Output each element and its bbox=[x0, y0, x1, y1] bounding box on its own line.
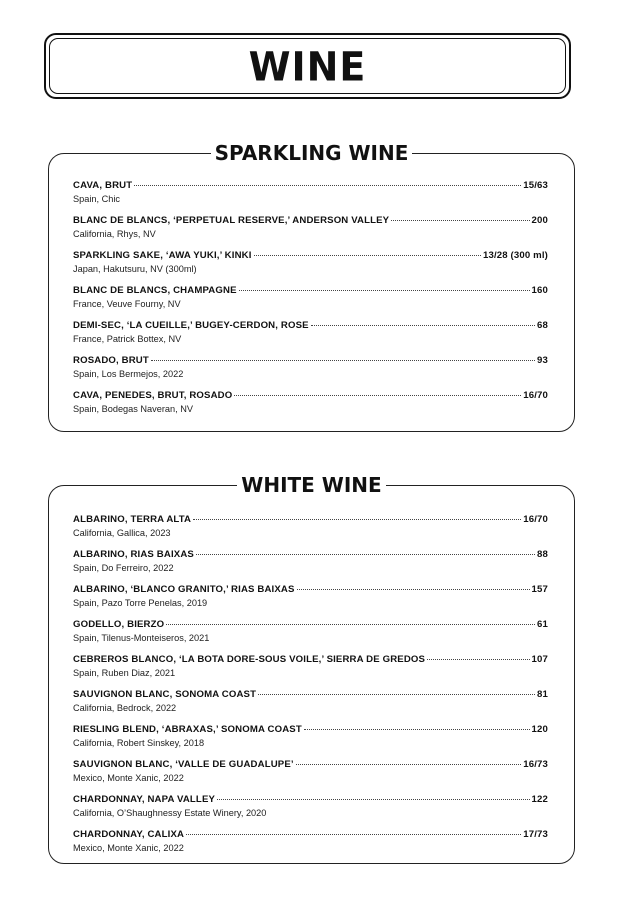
dot-leader bbox=[239, 290, 530, 291]
dot-leader bbox=[304, 729, 530, 730]
wine-name: ALBARINO, RIAS BAIXAS bbox=[73, 549, 194, 560]
wine-item-line bbox=[73, 829, 548, 841]
wine-name: CAVA, BRUT bbox=[73, 180, 133, 191]
wine-price: 200 bbox=[531, 215, 548, 226]
wine-item-line bbox=[73, 514, 548, 526]
wine-name: SPARKLING SAKE, ‘AWA YUKI,’ KINKI bbox=[73, 250, 252, 261]
wine-name: SAUVIGNON BLANC, SONOMA COAST bbox=[73, 689, 257, 700]
wine-price: 160 bbox=[531, 285, 548, 296]
section-heading-wrap bbox=[49, 472, 574, 498]
wine-details: California, Bedrock, 2022 bbox=[73, 703, 177, 713]
dot-leader bbox=[391, 220, 529, 221]
wine-item-line bbox=[73, 724, 548, 736]
wine-details: Spain, Chic bbox=[73, 194, 120, 204]
wine-name: ALBARINO, TERRA ALTA bbox=[73, 514, 192, 525]
dot-leader bbox=[296, 764, 522, 765]
wine-item bbox=[73, 355, 548, 380]
item-list bbox=[73, 514, 548, 864]
wine-price: 81 bbox=[537, 689, 548, 700]
wine-price: 88 bbox=[537, 549, 548, 560]
menu-title: WINE bbox=[248, 43, 367, 91]
wine-details: France, Patrick Bottex, NV bbox=[73, 334, 182, 344]
wine-price: 120 bbox=[531, 724, 548, 735]
wine-item bbox=[73, 689, 548, 714]
wine-item bbox=[73, 724, 548, 749]
item-list bbox=[73, 180, 548, 425]
wine-item bbox=[73, 215, 548, 240]
wine-details: Spain, Pazo Torre Penelas, 2019 bbox=[73, 598, 208, 608]
wine-details: Spain, Ruben Diaz, 2021 bbox=[73, 668, 176, 678]
wine-details: Spain, Do Ferreiro, 2022 bbox=[73, 563, 174, 573]
wine-price: 122 bbox=[531, 794, 548, 805]
wine-price: 61 bbox=[537, 619, 548, 630]
wine-item-line bbox=[73, 285, 548, 297]
wine-name: ROSADO, BRUT bbox=[73, 355, 149, 366]
wine-details: Japan, Hakutsuru, NV (300ml) bbox=[73, 264, 197, 274]
wine-details: California, O’Shaughnessy Estate Winery, 2020 bbox=[73, 808, 267, 818]
wine-item-line bbox=[73, 689, 548, 701]
dot-leader bbox=[217, 799, 529, 800]
wine-item-line bbox=[73, 250, 548, 262]
menu-title-box bbox=[44, 33, 571, 99]
wine-item bbox=[73, 584, 548, 609]
wine-name: ALBARINO, ‘BLANCO GRANITO,’ RIAS BAIXAS bbox=[73, 584, 295, 595]
section-sparkling-wine bbox=[48, 141, 575, 432]
wine-price: 15/63 bbox=[523, 180, 548, 191]
wine-item-line bbox=[73, 180, 548, 192]
dot-leader bbox=[196, 554, 535, 555]
wine-item bbox=[73, 549, 548, 574]
wine-item bbox=[73, 759, 548, 784]
wine-item bbox=[73, 250, 548, 275]
wine-item-line bbox=[73, 619, 548, 631]
dot-leader bbox=[254, 255, 481, 256]
wine-details: Spain, Tilenus-Monteiseros, 2021 bbox=[73, 633, 210, 643]
wine-item-line bbox=[73, 215, 548, 227]
wine-item bbox=[73, 180, 548, 205]
dot-leader bbox=[193, 519, 521, 520]
wine-price: 17/73 bbox=[523, 829, 548, 840]
wine-item bbox=[73, 514, 548, 539]
wine-price: 93 bbox=[537, 355, 548, 366]
dot-leader bbox=[258, 694, 535, 695]
wine-item-line bbox=[73, 355, 548, 367]
wine-item bbox=[73, 390, 548, 415]
wine-item bbox=[73, 619, 548, 644]
wine-item bbox=[73, 829, 548, 854]
wine-details: France, Veuve Fourny, NV bbox=[73, 299, 181, 309]
wine-name: CHARDONNAY, CALIXA bbox=[73, 829, 185, 840]
wine-name: CEBREROS BLANCO, ‘LA BOTA DORE-SOUS VOILE,’ SIERRA DE GREDOS bbox=[73, 654, 426, 665]
dot-leader bbox=[234, 395, 521, 396]
dot-leader bbox=[311, 325, 535, 326]
wine-name: BLANC DE BLANCS, ‘PERPETUAL RESERVE,’ ANDERSON VALLEY bbox=[73, 215, 390, 226]
wine-details: California, Gallica, 2023 bbox=[73, 528, 171, 538]
wine-item-line bbox=[73, 654, 548, 666]
wine-details: California, Rhys, NV bbox=[73, 229, 156, 239]
dot-leader bbox=[297, 589, 530, 590]
wine-item-line bbox=[73, 390, 548, 402]
wine-item bbox=[73, 285, 548, 310]
wine-details: California, Robert Sinskey, 2018 bbox=[73, 738, 205, 748]
wine-name: BLANC DE BLANCS, CHAMPAGNE bbox=[73, 285, 237, 296]
wine-name: GODELLO, BIERZO bbox=[73, 619, 165, 630]
wine-item bbox=[73, 654, 548, 679]
wine-price: 68 bbox=[537, 320, 548, 331]
wine-name: RIESLING BLEND, ‘ABRAXAS,’ SONOMA COAST bbox=[73, 724, 302, 735]
wine-details: Spain, Bodegas Naveran, NV bbox=[73, 404, 194, 414]
wine-item bbox=[73, 794, 548, 819]
wine-item bbox=[73, 320, 548, 345]
wine-price: 16/70 bbox=[523, 390, 548, 401]
section-heading-wrap bbox=[49, 140, 574, 166]
wine-price: 107 bbox=[531, 654, 548, 665]
wine-name: DEMI-SEC, ‘LA CUEILLE,’ BUGEY-CERDON, ROSE bbox=[73, 320, 309, 331]
dot-leader bbox=[186, 834, 521, 835]
wine-price: 157 bbox=[531, 584, 548, 595]
wine-item-line bbox=[73, 759, 548, 771]
wine-price: 16/73 bbox=[523, 759, 548, 770]
wine-name: CAVA, PENEDES, BRUT, ROSADO bbox=[73, 390, 233, 401]
section-white-wine bbox=[48, 473, 575, 864]
wine-details: Spain, Los Bermejos, 2022 bbox=[73, 369, 184, 379]
wine-item-line bbox=[73, 320, 548, 332]
wine-item-line bbox=[73, 584, 548, 596]
wine-details: Mexico, Monte Xanic, 2022 bbox=[73, 773, 184, 783]
dot-leader bbox=[134, 185, 521, 186]
dot-leader bbox=[151, 360, 535, 361]
wine-details: Mexico, Monte Xanic, 2022 bbox=[73, 843, 184, 853]
section-heading: WHITE WINE bbox=[237, 472, 385, 498]
wine-name: CHARDONNAY, NAPA VALLEY bbox=[73, 794, 216, 805]
section-heading: SPARKLING WINE bbox=[211, 140, 413, 166]
wine-item-line bbox=[73, 549, 548, 561]
wine-price: 13/28 (300 ml) bbox=[482, 250, 548, 261]
dot-leader bbox=[166, 624, 535, 625]
wine-price: 16/70 bbox=[523, 514, 548, 525]
dot-leader bbox=[427, 659, 529, 660]
wine-item-line bbox=[73, 794, 548, 806]
wine-name: SAUVIGNON BLANC, ‘VALLE DE GUADALUPE’ bbox=[73, 759, 294, 770]
